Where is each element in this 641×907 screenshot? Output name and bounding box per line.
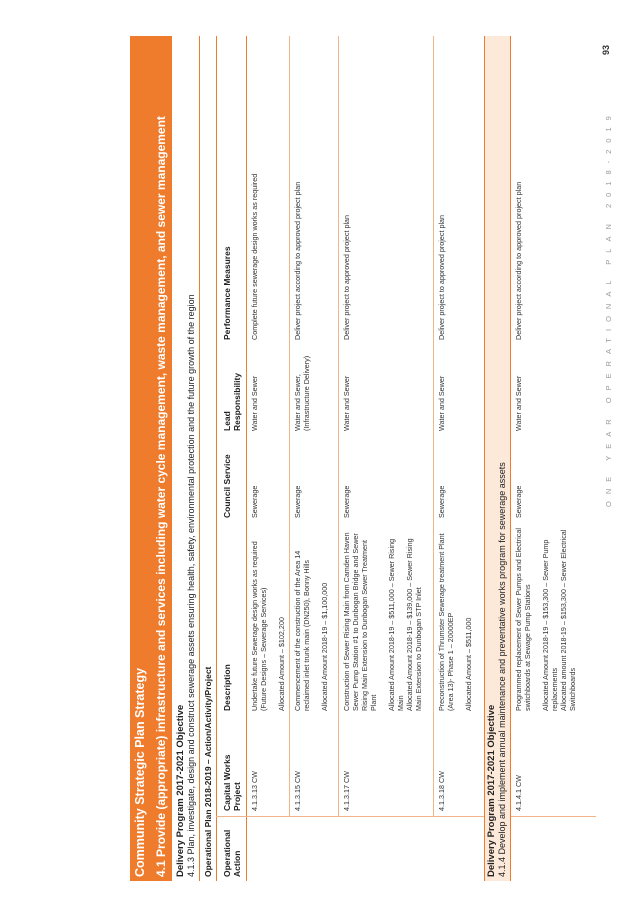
divider <box>246 36 247 881</box>
dp1-heading: Delivery Program 2017-2021 Objective <box>175 704 186 877</box>
row2-project: 4.1.3.15 CW <box>293 771 302 811</box>
dp1-block <box>175 294 196 877</box>
row3-desc1: Construction of Sewer Rising Main from Camden Haven Sewer Pump Station #1 to Dunbogan Bridge and Sewer Rising Main Extension to Dunbogan Sewer Treatment Plant <box>342 532 378 711</box>
row2-desc2: Allocated Amount 2018-19 – $1,100,000 <box>320 582 329 711</box>
row5-desc2: Allocated Amount 2018-19 – $153,300 – Sewer Pump replacements <box>541 539 559 711</box>
row5-description <box>514 525 586 711</box>
row4-project: 4.1.3.18 CW <box>437 771 446 811</box>
divider <box>484 36 485 881</box>
row3-lead: Water and Sewer <box>342 375 351 431</box>
col-header-lead: Lead Responsibility <box>222 372 242 431</box>
row2-desc1: Commencement of the construction of the Area 14 reclaimed inlet trunk main (DN250), Bonny Hills <box>293 550 311 711</box>
dp2-heading: Delivery Program 2017-2021 Objective <box>486 704 497 877</box>
row2-description <box>293 525 338 711</box>
row-divider <box>338 36 339 817</box>
col-sep <box>216 816 596 817</box>
row3-service: Sewerage <box>342 485 351 518</box>
col-header-measures: Performance Measures <box>222 246 232 340</box>
row1-service: Sewerage <box>250 485 259 518</box>
dp2-block <box>486 462 507 877</box>
col-header-description: Description <box>222 664 232 711</box>
row5-lead: Water and Sewer <box>514 375 523 431</box>
col-header-action: Operational Action <box>222 829 242 877</box>
row4-service: Sewerage <box>437 485 446 518</box>
row4-description <box>437 525 482 711</box>
col-header-service: Council Service <box>222 454 232 518</box>
row4-desc1: Preconstruction of Thrumster Sewerage treatment Plant (Area 13)- Phase 1 – 20000EP <box>437 533 455 711</box>
row2-lead: Water and Sewer, (Infrastructure Delivery) <box>293 355 311 431</box>
strategy-title: 4.1 Provide (appropriate) infrastructure and services including water cycle management, waste management, and sewer management <box>150 36 172 881</box>
row1-desc1: Undertake future Sewerage design works as required (Future Designs – Sewerage Services) <box>250 541 268 711</box>
row5-service: Sewerage <box>514 485 523 518</box>
row-divider <box>289 36 290 817</box>
divider <box>216 36 217 881</box>
row3-desc3: Allocated Amount 2018-19 – $139,000 – Sewer Rising Main Extension to Dunbogan STP Inlet <box>405 538 423 711</box>
row4-measure: Deliver project to approved project plan <box>437 214 446 340</box>
row2-service: Sewerage <box>293 485 302 518</box>
row5-project: 4.1.4.1 CW <box>514 775 523 811</box>
row5-desc1: Programmed replacement of Sewer Pumps and Electrical switchboards at Sewage Pump Stations <box>514 528 532 711</box>
row3-measure: Deliver project to approved project plan <box>342 214 351 340</box>
csp-title: Community Strategic Plan Strategy <box>130 36 150 881</box>
row-divider <box>433 36 434 817</box>
page-number: 93 <box>601 44 611 55</box>
footer: ONE YEAR OPERATIONAL PLAN 2018-2019 <box>604 109 613 507</box>
divider <box>510 36 511 881</box>
row5-measure: Deliver project according to approved project plan <box>514 181 523 340</box>
row5-desc3: Allocated amount 2018-19 – $153,300 – Sewer Electrical Switchboards <box>559 529 577 711</box>
dp2-text: 4.1.4 Develop and implement annual maintenance and preventative works program for sewerage assets <box>497 462 507 877</box>
row4-lead: Water and Sewer <box>437 375 446 431</box>
col-header-project: Capital Works Project <box>222 754 242 811</box>
row3-project: 4.1.3.17 CW <box>342 771 351 811</box>
row1-desc2: Allocated Amount – $102,200 <box>277 617 286 711</box>
row2-measure: Deliver project according to approved project plan <box>293 181 302 340</box>
row3-desc2: Allocated Amount 2018-19 – $511,000 – Sewer Rising Main <box>387 538 405 711</box>
divider <box>199 36 200 881</box>
row1-project: 4.1.3.13 CW <box>250 771 259 811</box>
op-heading: Operational Plan 2018-2019 – Action/Activity/Project <box>203 666 213 877</box>
dp1-text: 4.1.3 Plan, investigate, design and construct sewerage assets ensuring health, safety, environmental protection and the future growth of the region <box>186 294 196 877</box>
row1-lead: Water and Sewer <box>250 375 259 431</box>
row4-desc2: Allocated Amount – $511,000 <box>464 617 473 711</box>
row3-description <box>342 525 432 711</box>
row1-measure: Complete future sewerage design works as required <box>250 173 259 340</box>
